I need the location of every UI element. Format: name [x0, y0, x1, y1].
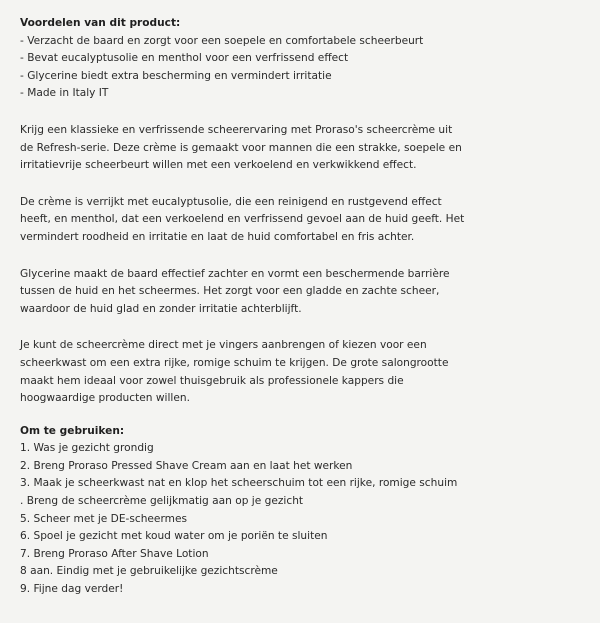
paragraph-line: Krijg een klassieke en verfrissende scheerervaring met Proraso's scheercrème uit	[20, 123, 453, 136]
usage-steps	[20, 440, 584, 598]
paragraph-line: hoogwaardige producten willen.	[20, 392, 190, 405]
benefit-item: - Bevat eucalyptusolie en menthol voor een verfrissend effect	[20, 52, 349, 65]
usage-step: 6. Spoel je gezicht met koud water om je poriën te sluiten	[20, 530, 328, 543]
usage-step: . Breng de scheercrème gelijkmatig aan op je gezicht	[20, 495, 304, 508]
paragraph-line: heeft, en menthol, dat een verkoelend en verfrissend gevoel aan de huid geeft. Het	[20, 213, 465, 226]
paragraph-glycerine	[20, 266, 584, 319]
paragraph-line: de Refresh-serie. Deze crème is gemaakt voor mannen die een strakke, soepele en	[20, 141, 462, 154]
usage-step: 3. Maak je scheerkwast nat en klop het scheerschuim tot een rijke, romige schuim	[20, 477, 458, 490]
usage-step: 7. Breng Proraso After Shave Lotion	[20, 547, 209, 560]
paragraph-line: Glycerine maakt de baard effectief zachter en vormt een beschermende barrière	[20, 267, 450, 280]
paragraph-ingredients	[20, 194, 584, 247]
paragraph-line: vermindert roodheid en irritatie en laat de huid comfortabel en fris achter.	[20, 230, 415, 243]
usage-step: 8 aan. Eindig met je gebruikelijke gezichtscrème	[20, 565, 278, 578]
benefit-item: - Glycerine biedt extra bescherming en vermindert irritatie	[20, 69, 332, 82]
benefits-heading: Voordelen van dit product:	[20, 17, 181, 29]
benefit-item: - Verzacht de baard en zorgt voor een soepele en comfortabele scheerbeurt	[20, 34, 424, 47]
usage-heading: Om te gebruiken:	[20, 424, 125, 437]
paragraph-intro	[20, 122, 584, 175]
usage-step: 2. Breng Proraso Pressed Shave Cream aan en laat het werken	[20, 459, 353, 472]
paragraph-application	[20, 337, 584, 407]
paragraph-line: tussen de huid en het scheermes. Het zorgt voor een gladde en zachte scheer,	[20, 285, 440, 298]
usage-step: 9. Fijne dag verder!	[20, 583, 124, 596]
usage-step: 1. Was je gezicht grondig	[20, 442, 154, 455]
paragraph-line: maakt hem ideaal voor zowel thuisgebruik als professionele kappers die	[20, 374, 404, 387]
usage-step: 5. Scheer met je DE-scheermes	[20, 512, 187, 525]
paragraph-line: Je kunt de scheercrème direct met je vingers aanbrengen of kiezen voor een	[20, 339, 427, 352]
paragraph-line: waardoor de huid glad en zonder irritatie achterblijft.	[20, 302, 302, 315]
paragraph-line: scheerkwast om een extra rijke, romige schuim te krijgen. De grote salongrootte	[20, 356, 449, 369]
benefits-list	[20, 33, 584, 103]
paragraph-line: De crème is verrijkt met eucalyptusolie, die een reinigend en rustgevend effect	[20, 195, 442, 208]
paragraph-line: irritatievrije scheerbeurt willen met een verkoelend en verkwikkend effect.	[20, 159, 417, 172]
benefit-item: - Made in Italy IT	[20, 87, 109, 100]
